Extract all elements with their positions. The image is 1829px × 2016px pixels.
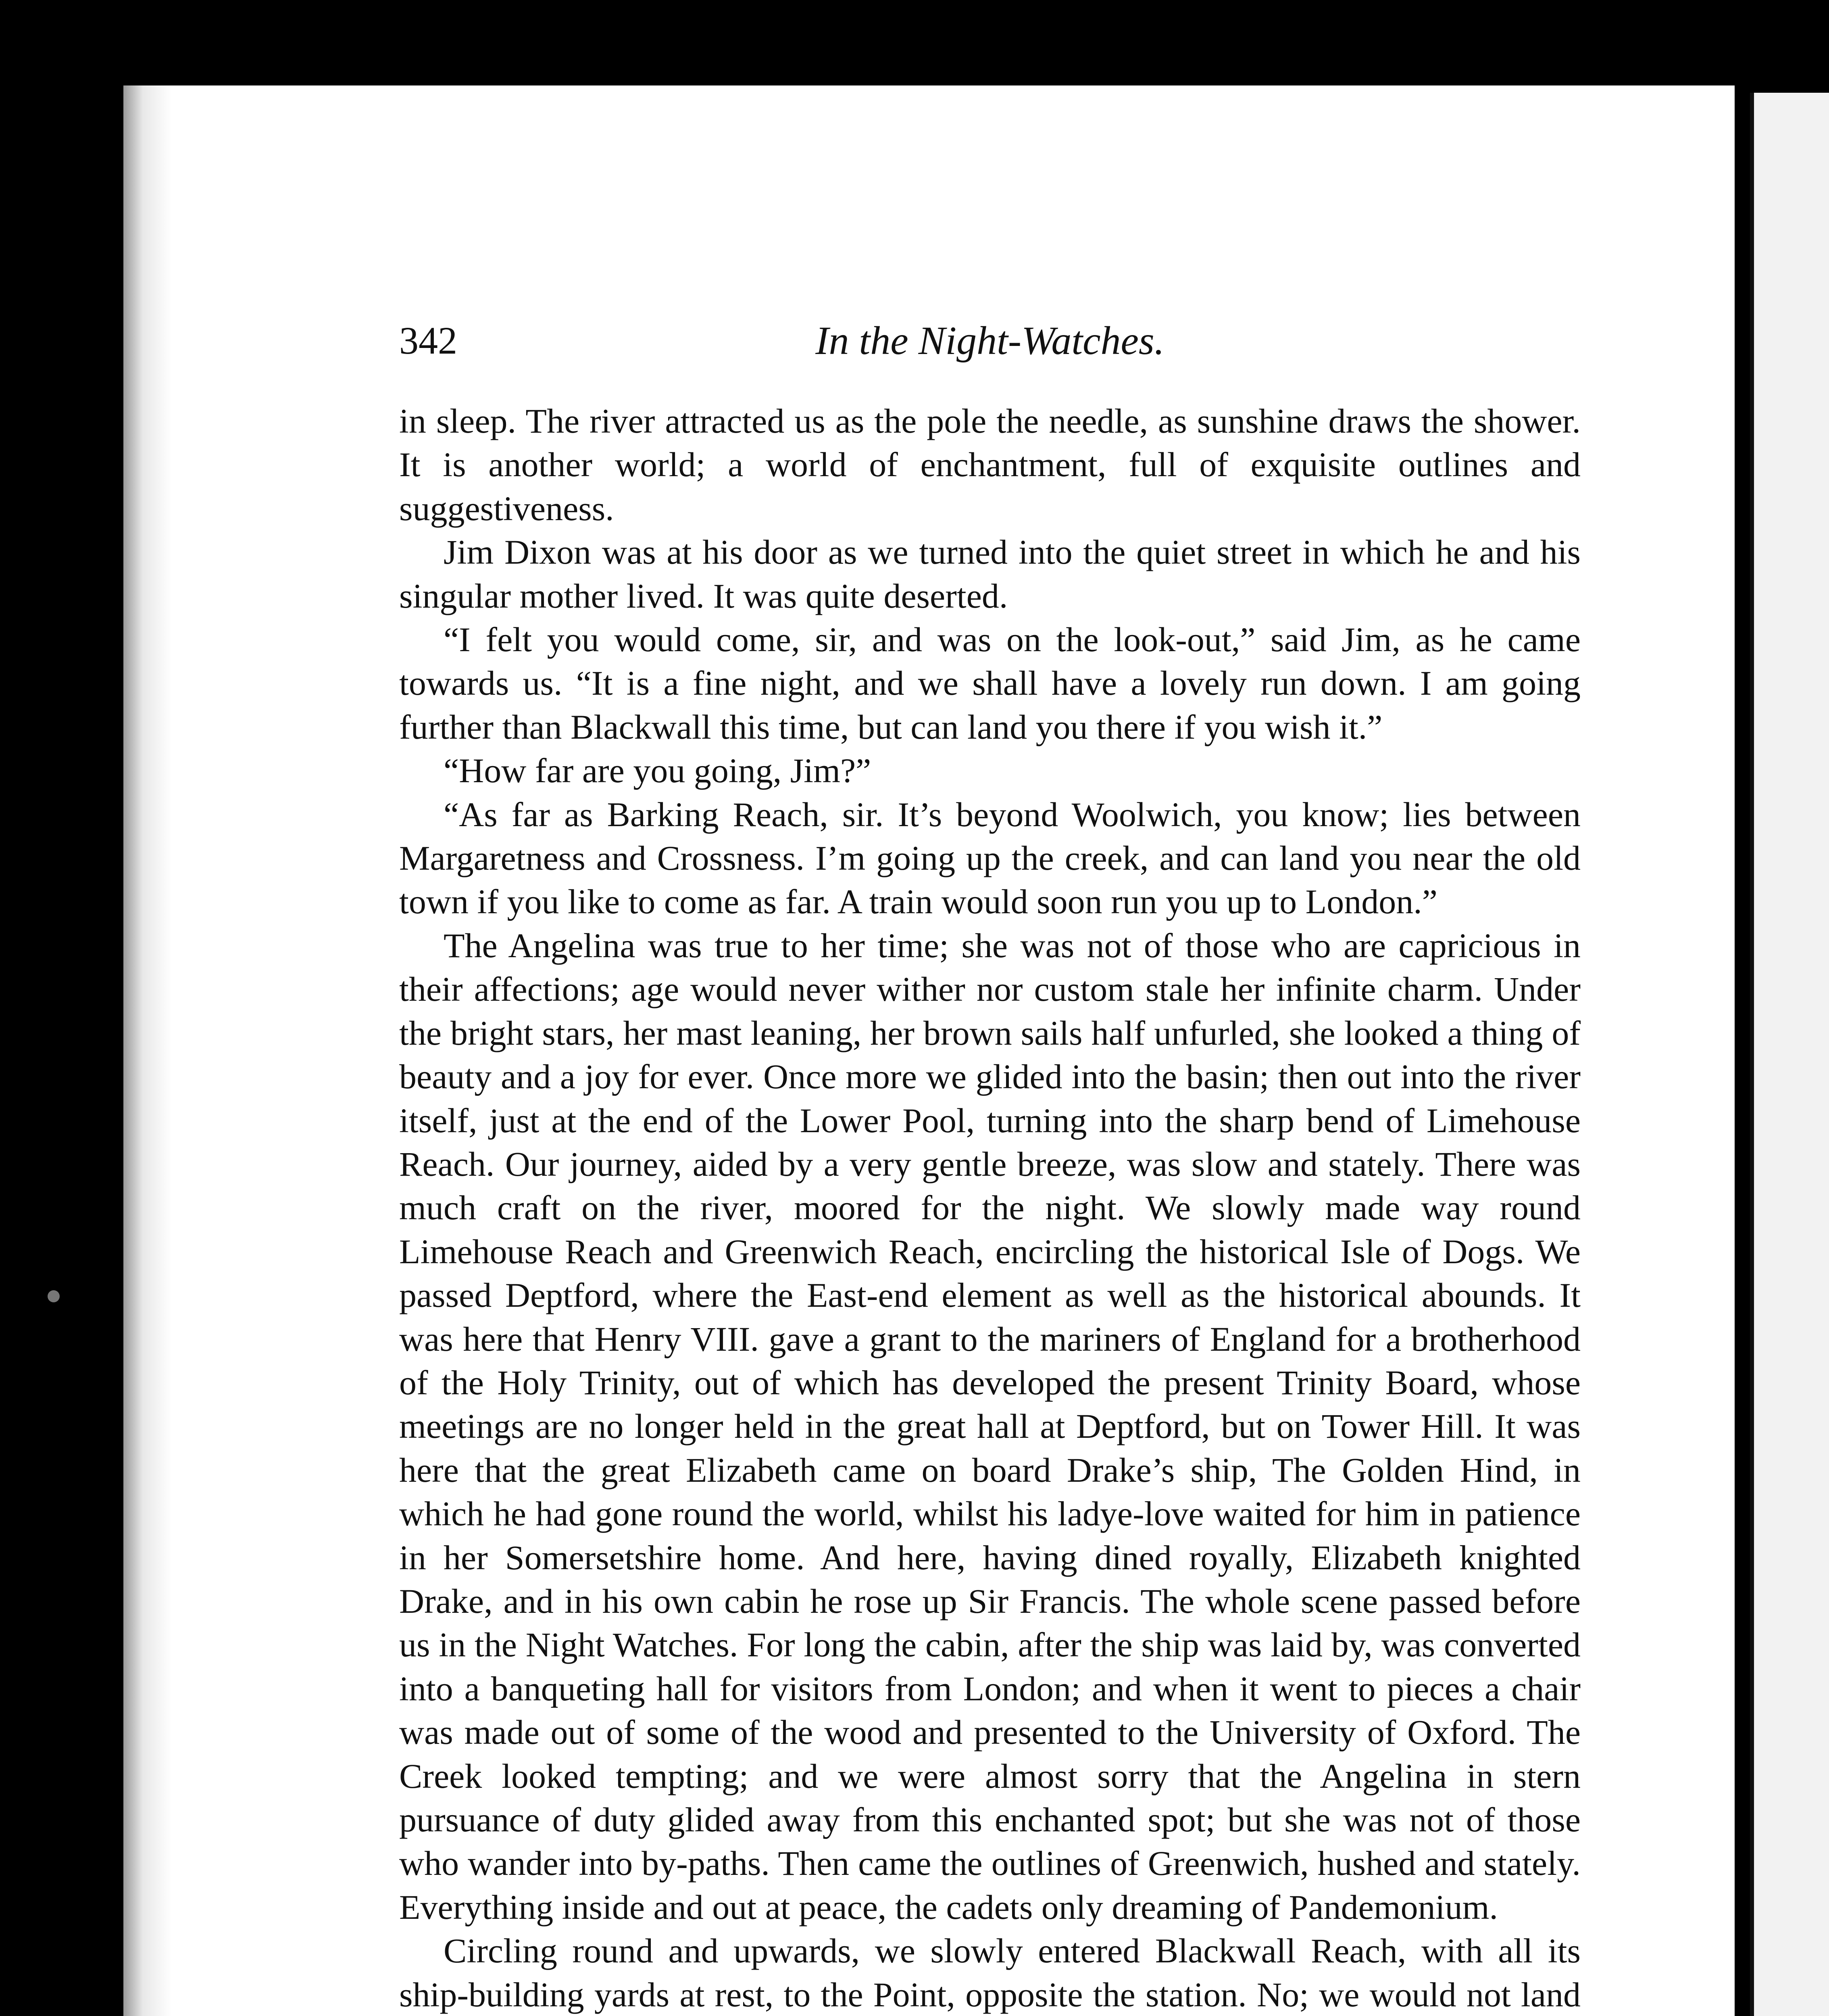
paragraph: “I felt you would come, sir, and was on the look-out,” said Jim, as he came towards us. “It is a fine night, and we shall have a lovely run down. I am going further than Blackwall this time, but can land you there if you wish it.” [399, 620, 1581, 746]
page-gutter-shadow [123, 85, 172, 2016]
paragraph: “As far as Barking Reach, sir. It’s beyond Woolwich, you know; lies between Margaretness and Crossness. I’m going up the creek, and can land you near the old town if you like to come as far. A train would soon run you up to London.” [399, 795, 1581, 921]
paragraph: Circling round and upwards, we slowly entered Blackwall Reach, with all its ship-building yards at rest, to the Point, opposite the station. No; we would not land [399, 1931, 1581, 2014]
running-title: In the Night-Watches. [815, 318, 1164, 363]
page-header [399, 319, 1581, 363]
adjacent-page-edge [1750, 93, 1829, 2016]
paragraph: in sleep. The river attracted us as the pole the needle, as sunshine draws the shower. It is another world; a world of enchantment, full of exquisite outlines and suggestiveness. [399, 402, 1581, 528]
scan-speck [48, 1290, 60, 1302]
paragraph: Jim Dixon was at his door as we turned into the quiet street in which he and his singular mother lived. It was quite deserted. [399, 533, 1581, 615]
paragraph: “How far are you going, Jim?” [444, 751, 871, 790]
page-number: 342 [399, 319, 457, 362]
body-text [399, 399, 1581, 2016]
paragraph: The Angelina was true to her time; she was not of those who are capricious in their affections; age would never wither nor custom stale her infinite charm. Under the bright stars, her mast leaning, her brown sails half unfurled, she looked a thing of beauty and a joy for ever. Once more we glided into the basin; then out into the river itself, just at the end of the Lower Pool, turning into the sharp bend of Limehouse Reach. Our journey, aided by a very gentle breeze, was slow and stately. There was much craft on the river, moored for the night. We slowly made way round Limehouse Reach and Greenwich Reach, encircling the historical Isle of Dogs. We passed Deptford, where the East-end element as well as the historical abounds. It was here that Henry VIII. gave a grant to the mariners of England for a brotherhood of the Holy Trinity, out of which has developed the present Trinity Board, whose meetings are no longer held in the great hall at Deptford, but on Tower Hill. It was here that the great Elizabeth came on board Drake’s ship, The Golden Hind, in which he had gone round the world, whilst his ladye-love waited for him in patience in her Somersetshire home. And here, having dined royally, Elizabeth knighted Drake, and in his own cabin he rose up Sir Francis. The whole scene passed before us in the Night Watches. For long the cabin, after the ship was laid by, was converted into a banqueting hall for visitors from London; and when it went to pieces a chair was made out of some of the wood and presented to the University of Oxford. The Creek looked tempting; and we were almost sorry that the Angelina in stern pursuance of duty glided away from this enchanted spot; but she was not of those who wander into by-paths. Then came the outlines of Greenwich, hushed and stately. Everything inside and out at peace, the cadets only dreaming of Pandemonium. [399, 926, 1581, 1926]
